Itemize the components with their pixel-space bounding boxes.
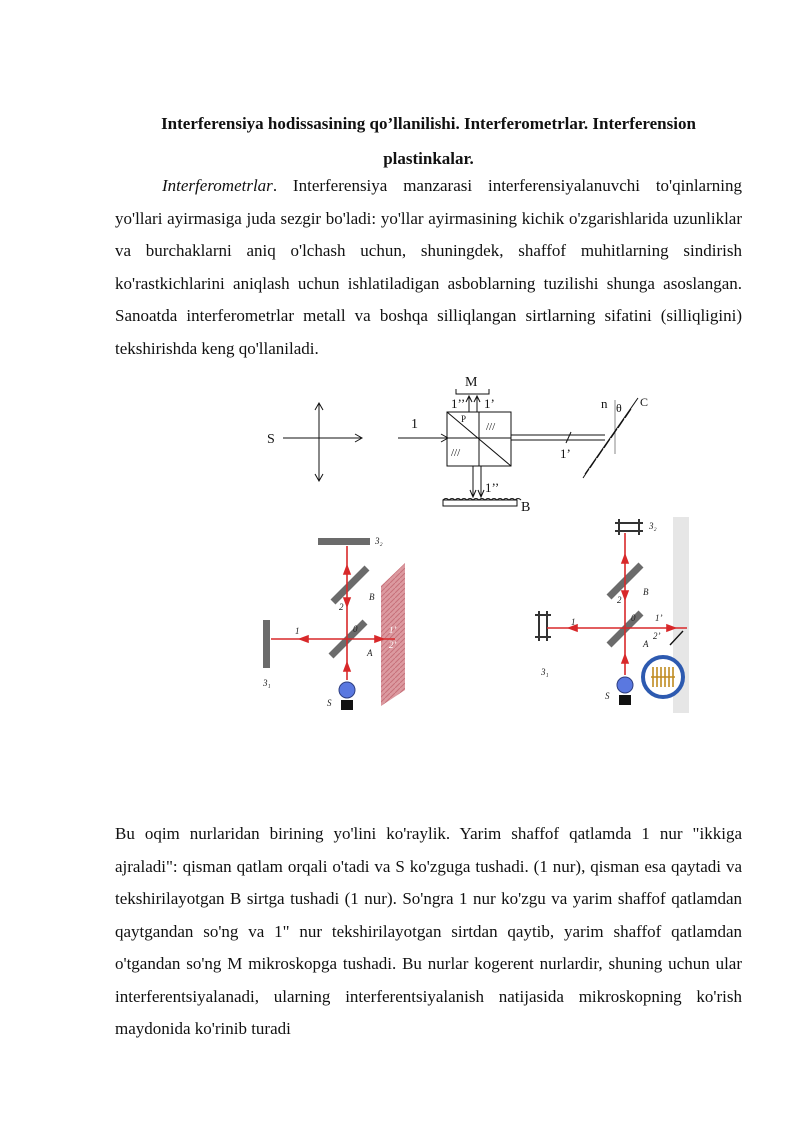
light-source	[339, 682, 355, 698]
mirror-3-2	[318, 538, 370, 545]
label-2: 2	[339, 602, 344, 612]
label-a: A	[643, 639, 649, 649]
paragraph-body: . Interferensiya manzarasi interferensiyalanuvchi to'qinlarning yo'llari ayirmasiga juda sezgir bo'ladi: yo'llar ayirmasining kichik o'zgarishlarida uzunliklar va burchaklarni aniq o'lchash uchun, shuningdek, shaffof muhitlarning sindirish ko'rastkichlarini aniqlash uchun ishlatiladigan asboblarning tuzilishi shunga asoslangan. Sanoatda interferometrlar metall va boshqa silliqlangan sirtlarning sifatini (silliqligini) tekshirishda keng qo'llaniladi.	[115, 176, 742, 358]
paragraph-beam-path: Bu oqim nurlaridan birining yo'lini ko'raylik. Yarim shaffof qatlamda 1 nur "ikkiga ajraladi": qisman qatlam orqali o'tadi va S ko'zguga tushadi. (1 nur), qisman esa qaytadi va tekshirilayotgan B sirtga tushadi (1 nur). So'ngra 1 nur ko'zgu va yarim shaffof qatlamdan qaytgandan so'ng va 1" nur tekshirilayotgan sirtdan qaytib, yarim shaffof qatlamdan o'tgandan so'ng M mikroskopga tushadi. Bu nurlar kogerent nurlardir, shuning uchun ular interferentsiyalanadi, ularning interferentsiyalanish natijasida mikroskopning ko'rish maydonida ko'rinib turadi	[115, 824, 742, 1038]
label-m: M	[465, 375, 478, 390]
interferometer-schematic	[255, 372, 655, 520]
light-source-base	[619, 695, 631, 705]
label-s: S	[327, 698, 332, 708]
label-2: 2	[617, 595, 622, 605]
label-a: A	[367, 648, 373, 658]
label-0: 0	[631, 613, 636, 623]
label-1p: 1’	[389, 625, 397, 635]
paragraph-interferometers	[115, 170, 742, 365]
label-1p-top: 1’	[484, 396, 495, 411]
label-b: B	[643, 587, 649, 597]
light-source-base	[341, 700, 353, 710]
label-2p: 2’	[389, 640, 397, 650]
mirror-3-1	[263, 620, 270, 668]
label-1pp-top: 1’’	[451, 396, 466, 411]
hatch-bottom-left: ///	[451, 447, 461, 459]
interferometer-diagram-screen	[255, 528, 430, 718]
paragraph-lead: Interferometrlar	[162, 176, 273, 195]
mirror-c	[585, 398, 638, 474]
label-b: B	[369, 592, 375, 602]
label-0: 0	[353, 624, 358, 634]
label-1: 1	[571, 617, 576, 627]
label-s: S	[267, 432, 275, 447]
label-b: B	[521, 500, 531, 515]
label-3-2: 3₂	[375, 536, 383, 546]
surface-b	[443, 500, 517, 506]
label-s: S	[605, 691, 610, 701]
label-theta: θ	[616, 401, 622, 415]
label-p: P	[461, 414, 467, 424]
hatch-top-right: ///	[486, 421, 496, 433]
label-1p-right: 1’	[560, 446, 571, 461]
label-3-1: 3₁	[263, 678, 271, 688]
light-source	[617, 677, 633, 693]
label-3-2: 3₂	[649, 521, 657, 531]
label-1: 1	[295, 626, 300, 636]
label-beam1: 1	[411, 417, 418, 432]
interferometer-diagram-eyepiece	[525, 515, 700, 715]
label-c: C	[640, 395, 649, 409]
label-2p: 2’	[653, 631, 661, 641]
page-title: Interferensiya hodissasining qo’llanilishi. Interferometrlar. Interferension plastinkalar.	[161, 114, 696, 168]
label-1pp-bottom: 1’’	[485, 480, 500, 495]
label-3-1: 3₁	[541, 667, 549, 677]
label-1p: 1’	[655, 613, 663, 623]
label-n: n	[601, 396, 608, 411]
